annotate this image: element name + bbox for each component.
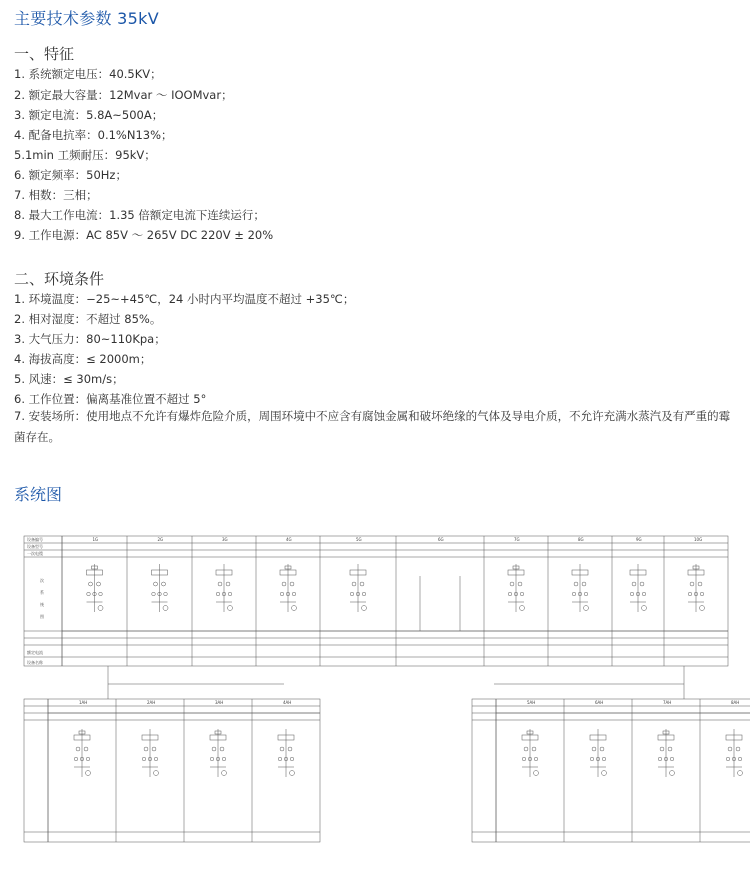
cabinet-label: 6G (438, 537, 444, 542)
ct-symbol (212, 747, 216, 751)
ct-symbol (592, 747, 596, 751)
indicator-symbol (290, 771, 295, 776)
transformer-symbol (222, 757, 226, 761)
cabinet-label: 3AH (215, 700, 224, 705)
ct-symbol (352, 582, 356, 586)
environment-item: 1. 环境温度：−25~+45℃，24 小时内平均温度不超过 +35℃； (14, 292, 355, 306)
transformer-symbol (280, 592, 284, 596)
system-diagram-title: 系统图 (14, 485, 63, 504)
row-label: 系 (40, 590, 44, 595)
transformer-symbol (602, 757, 606, 761)
ct-symbol (162, 582, 166, 586)
feature-item: 8. 最大工作电流：1.35 倍额定电流下连续运行； (14, 208, 265, 222)
ct-symbol (518, 582, 522, 586)
indicator-symbol (228, 606, 233, 611)
transformer-symbol (278, 757, 282, 761)
ct-symbol (226, 582, 230, 586)
bottom-panel-frame (24, 699, 320, 842)
transformer-symbol (350, 592, 354, 596)
cabinet-label: 1AH (79, 700, 88, 705)
transformer-symbol (700, 592, 704, 596)
ct-symbol (728, 747, 732, 751)
cabinet-label: 7G (514, 537, 520, 542)
transformer-symbol (534, 757, 538, 761)
ct-symbol (280, 747, 284, 751)
cabinet-label: 5AH (527, 700, 536, 705)
cabinet-label: 6AH (595, 700, 604, 705)
indicator-symbol (700, 606, 705, 611)
ct-symbol (290, 582, 294, 586)
ct-symbol (690, 582, 694, 586)
indicator-symbol (362, 606, 367, 611)
row-label: 设备编号 (27, 537, 43, 542)
feature-item: 7. 相数：三相； (14, 188, 98, 202)
section-heading-environment: 二、环境条件 (14, 270, 105, 288)
ct-symbol (218, 582, 222, 586)
transformer-symbol (292, 592, 296, 596)
transformer-symbol (87, 592, 91, 596)
feature-item: 6. 额定频率：50Hz； (14, 168, 127, 182)
ct-symbol (360, 582, 364, 586)
environment-item: 4. 海拔高度：≤ 2000m； (14, 352, 152, 366)
transformer-symbol (688, 592, 692, 596)
cabinet-label: 2AH (147, 700, 156, 705)
ct-symbol (532, 747, 536, 751)
ct-symbol (84, 747, 88, 751)
row-label: 额定电流 (27, 650, 43, 655)
ct-symbol (97, 582, 101, 586)
ct-symbol (698, 582, 702, 586)
ct-symbol (152, 747, 156, 751)
cabinet-label: 1G (92, 537, 99, 542)
environment-item: 2. 相对湿度：不超过 85%。 (14, 312, 162, 326)
cabinet-label: 10G (694, 537, 703, 542)
transformer-symbol (630, 592, 634, 596)
indicator-symbol (520, 606, 525, 611)
indicator-symbol (584, 606, 589, 611)
transformer-symbol (584, 592, 588, 596)
row-label: 统 (40, 602, 44, 607)
feature-item: 1. 系统额定电压：40.5KV； (14, 67, 162, 81)
transformer-symbol (99, 592, 103, 596)
ct-symbol (574, 582, 578, 586)
feature-item: 5.1min 工频耐压：95kV； (14, 148, 156, 162)
ct-symbol (220, 747, 224, 751)
cabinet-label: 3G (222, 537, 228, 542)
indicator-symbol (292, 606, 297, 611)
transformer-symbol (164, 592, 168, 596)
row-label: 次 (40, 578, 44, 583)
row-label: 一次电缆 (27, 551, 43, 556)
indicator-symbol (670, 771, 675, 776)
cabinet-label: 2G (157, 537, 164, 542)
indicator-symbol (642, 606, 647, 611)
indicator-symbol (222, 771, 227, 776)
ct-symbol (282, 582, 286, 586)
row-label: 设备型号 (27, 544, 43, 549)
main-title: 主要技术参数 35kV (14, 9, 159, 28)
feature-item: 9. 工作电源：AC 85V ～ 265V DC 220V ± 20% (14, 228, 274, 242)
ct-symbol (288, 747, 292, 751)
ct-symbol (668, 747, 672, 751)
transformer-symbol (522, 757, 526, 761)
transformer-symbol (290, 757, 294, 761)
transformer-symbol (152, 592, 156, 596)
feature-item: 3. 额定电流：5.8A~500A； (14, 108, 164, 122)
indicator-symbol (602, 771, 607, 776)
system-diagram-svg (24, 536, 740, 852)
ct-symbol (144, 747, 148, 751)
indicator-symbol (738, 771, 743, 776)
indicator-symbol (163, 606, 168, 611)
row-label: 设备名称 (27, 660, 43, 665)
bottom-panel-frame (472, 699, 750, 842)
transformer-symbol (658, 757, 662, 761)
transformer-symbol (362, 592, 366, 596)
transformer-symbol (572, 592, 576, 596)
indicator-symbol (98, 606, 103, 611)
ct-symbol (736, 747, 740, 751)
transformer-symbol (228, 592, 232, 596)
transformer-symbol (642, 592, 646, 596)
transformer-symbol (216, 592, 220, 596)
transformer-symbol (508, 592, 512, 596)
feature-item: 4. 配备电抗率：0.1%N13%； (14, 128, 173, 142)
environment-item: 3. 大气压力：80~110Kpa； (14, 332, 166, 346)
transformer-symbol (86, 757, 90, 761)
cabinet-label: 5G (356, 537, 362, 542)
ct-symbol (154, 582, 158, 586)
ct-symbol (510, 582, 514, 586)
ct-symbol (89, 582, 93, 586)
indicator-symbol (154, 771, 159, 776)
feature-item: 2. 额定最大容量：12Mvar ～ IOOMvar； (14, 88, 233, 102)
indicator-symbol (534, 771, 539, 776)
ct-symbol (76, 747, 80, 751)
row-label: 图 (40, 614, 44, 619)
cabinet-label: 7AH (663, 700, 672, 705)
environment-item: 5. 风速：≤ 30m/s； (14, 372, 124, 386)
environment-item: 6. 工作位置：偏离基准位置不超过 5° (14, 392, 207, 406)
system-diagram (24, 536, 740, 852)
section-heading-features: 一、特征 (14, 45, 75, 63)
transformer-symbol (520, 592, 524, 596)
ct-symbol (660, 747, 664, 751)
transformer-symbol (210, 757, 214, 761)
ct-symbol (524, 747, 528, 751)
transformer-symbol (142, 757, 146, 761)
transformer-symbol (726, 757, 730, 761)
transformer-symbol (738, 757, 742, 761)
transformer-symbol (670, 757, 674, 761)
cabinet-label: 8G (578, 537, 584, 542)
transformer-symbol (590, 757, 594, 761)
cabinet-label: 8AH (731, 700, 740, 705)
transformer-symbol (154, 757, 158, 761)
cabinet-label: 9G (636, 537, 642, 542)
top-panel-frame (24, 536, 728, 666)
indicator-symbol (86, 771, 91, 776)
transformer-symbol (74, 757, 78, 761)
ct-symbol (632, 582, 636, 586)
ct-symbol (582, 582, 586, 586)
environment-item: 7. 安装场所：使用地点不允许有爆炸危险介质，周围环境中不应含有腐蚀金属和破坏绝缘的气体及导电介质，不允许充满水蒸汽及有严重的霉菌存在。 (14, 409, 731, 444)
cabinet-label: 4AH (283, 700, 292, 705)
cabinet-label: 4G (286, 537, 292, 542)
ct-symbol (640, 582, 644, 586)
ct-symbol (600, 747, 604, 751)
